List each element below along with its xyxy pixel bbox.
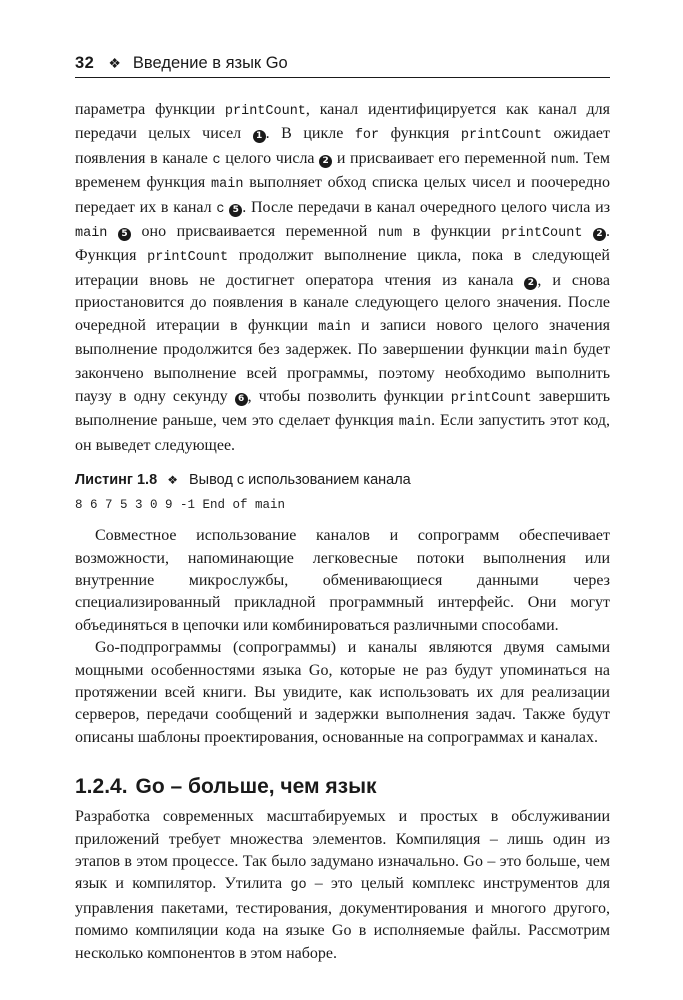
paragraph-channel-explanation [75,99,610,457]
text-run: функция [379,125,461,143]
chapter-title: Введение в язык Go [132,54,288,72]
text-run: завершить выполнение раньше, чем это сделает функция [75,387,611,430]
text-run: оно присваивается переменной [130,223,378,241]
running-header [75,52,610,78]
paragraph-goroutines-features: Go-подпрограммы (сопрограммы) и каналы являются двумя самыми мощными особенностями языка Go, которые не раз будут упоминаться на протяжении всей книги. Вы увидите, как использовать их для реализации серверов, передачи сообщений и задержки выполнения задач. Также будут описаны шаблоны проектирования, основанные на сопрограммах и каналах. [75,639,610,746]
text-run: , канал идентифицируется как канал для передачи целых чисел [75,101,610,143]
text-run [582,223,593,240]
inline-code: for [354,128,380,144]
diamond-ornament-icon: ❖ [167,473,178,488]
inline-code: printCount [501,226,583,242]
paragraph-channels-coroutines: Совместное использование каналов и сопрограмм обеспечивает возможности, напоминающие легковесные потоки выполнения или внутренние микрослужбы, обменивающиеся данными через специализированный прикладной программный интерфейс. Они могут объединяться в цепочки или комбинироваться различными способами. [75,527,610,634]
callout-marker-icon: 6 [235,393,248,406]
section-number: 1.2.4. [75,775,128,799]
text-run: параметра функции [75,101,225,118]
listing-label: Листинг 1.8 [75,472,158,489]
diamond-ornament-icon: ❖ [108,55,121,71]
text-run: . После передачи в канал очередного целого числа из [242,198,611,216]
inline-code: main [318,319,351,335]
inline-code: main [535,344,568,360]
inline-code: main [398,415,432,431]
listing-caption [75,470,610,490]
callout-marker-icon: 1 [253,130,266,143]
text-run: и присваивает его переменной [332,149,551,167]
text-run: – это целый комплекс инструментов для управления пакетами, тестирования, документирования и многого другого, помимо компиляции кода на языке Go в исполняемые файлы. Рассмотрим несколько компонентов в этом наборе. [75,875,611,962]
text-run: . Если запустить этот код, он выведет следующее. [75,412,610,454]
text-run: . В цикле [265,125,355,143]
text-run: Разработка современных масштабируемых и простых в обслуживании приложений требует множества элементов. Компиляция – лишь один из этапов в этом процессе. Так было задумано изначально. Go – это больше, чем язык и компилятор. Утилита [75,808,610,893]
callout-marker-icon: 2 [524,277,537,290]
text-run: и записи нового целого значения выполнение продолжится без задержек. По завершении функции [75,316,610,359]
inline-code: printCount [147,250,229,266]
text-run: выполняет обход списка целых чисел и поочередно передает их в канал [75,174,610,216]
inline-code: num [377,226,403,242]
inline-code: printCount [450,390,532,406]
inline-code: printCount [460,128,542,144]
book-page [75,52,610,965]
inline-code: c [212,152,221,168]
text-run: будет закончено выполнение всей программы, поэтому необходимо выполнить паузу в одну секунду [75,341,610,405]
text-run: . Тем временем функция [75,149,610,192]
callout-marker-icon: 5 [229,204,242,217]
listing-title: Вывод с использованием канала [188,472,411,489]
callout-marker-icon: 5 [118,228,131,241]
inline-code: printCount [224,104,306,119]
inline-code: c [216,201,225,217]
callout-marker-icon: 2 [319,155,332,168]
text-run: в функции [402,223,502,241]
page-number: 32 [75,54,95,72]
inline-code: main [211,177,244,193]
inline-code: main [75,226,108,242]
inline-code: go [290,878,307,894]
text-run: , чтобы позволить функции [247,387,451,405]
text-run: , и снова приостановится до появления в канале следующего целого значения. После очередной итерации в функции [75,271,611,334]
inline-code: num [550,152,575,168]
listing-code-output: 8 6 7 5 3 0 9 -1 End of main [75,498,286,513]
text-run: . Функция [75,223,611,265]
text-run: целого числа [220,149,320,167]
callout-marker-icon: 2 [593,228,606,241]
text-run [107,223,118,240]
paragraph-go-tooling [75,806,610,965]
text-run: продолжит выполнение цикла, пока в следующей итерации вновь не достигнет оператора чтения из канала [75,247,610,289]
section-title: Go – больше, чем язык [135,775,377,799]
text-run: ожидает появления в канале [75,125,610,167]
section-heading [75,773,610,801]
